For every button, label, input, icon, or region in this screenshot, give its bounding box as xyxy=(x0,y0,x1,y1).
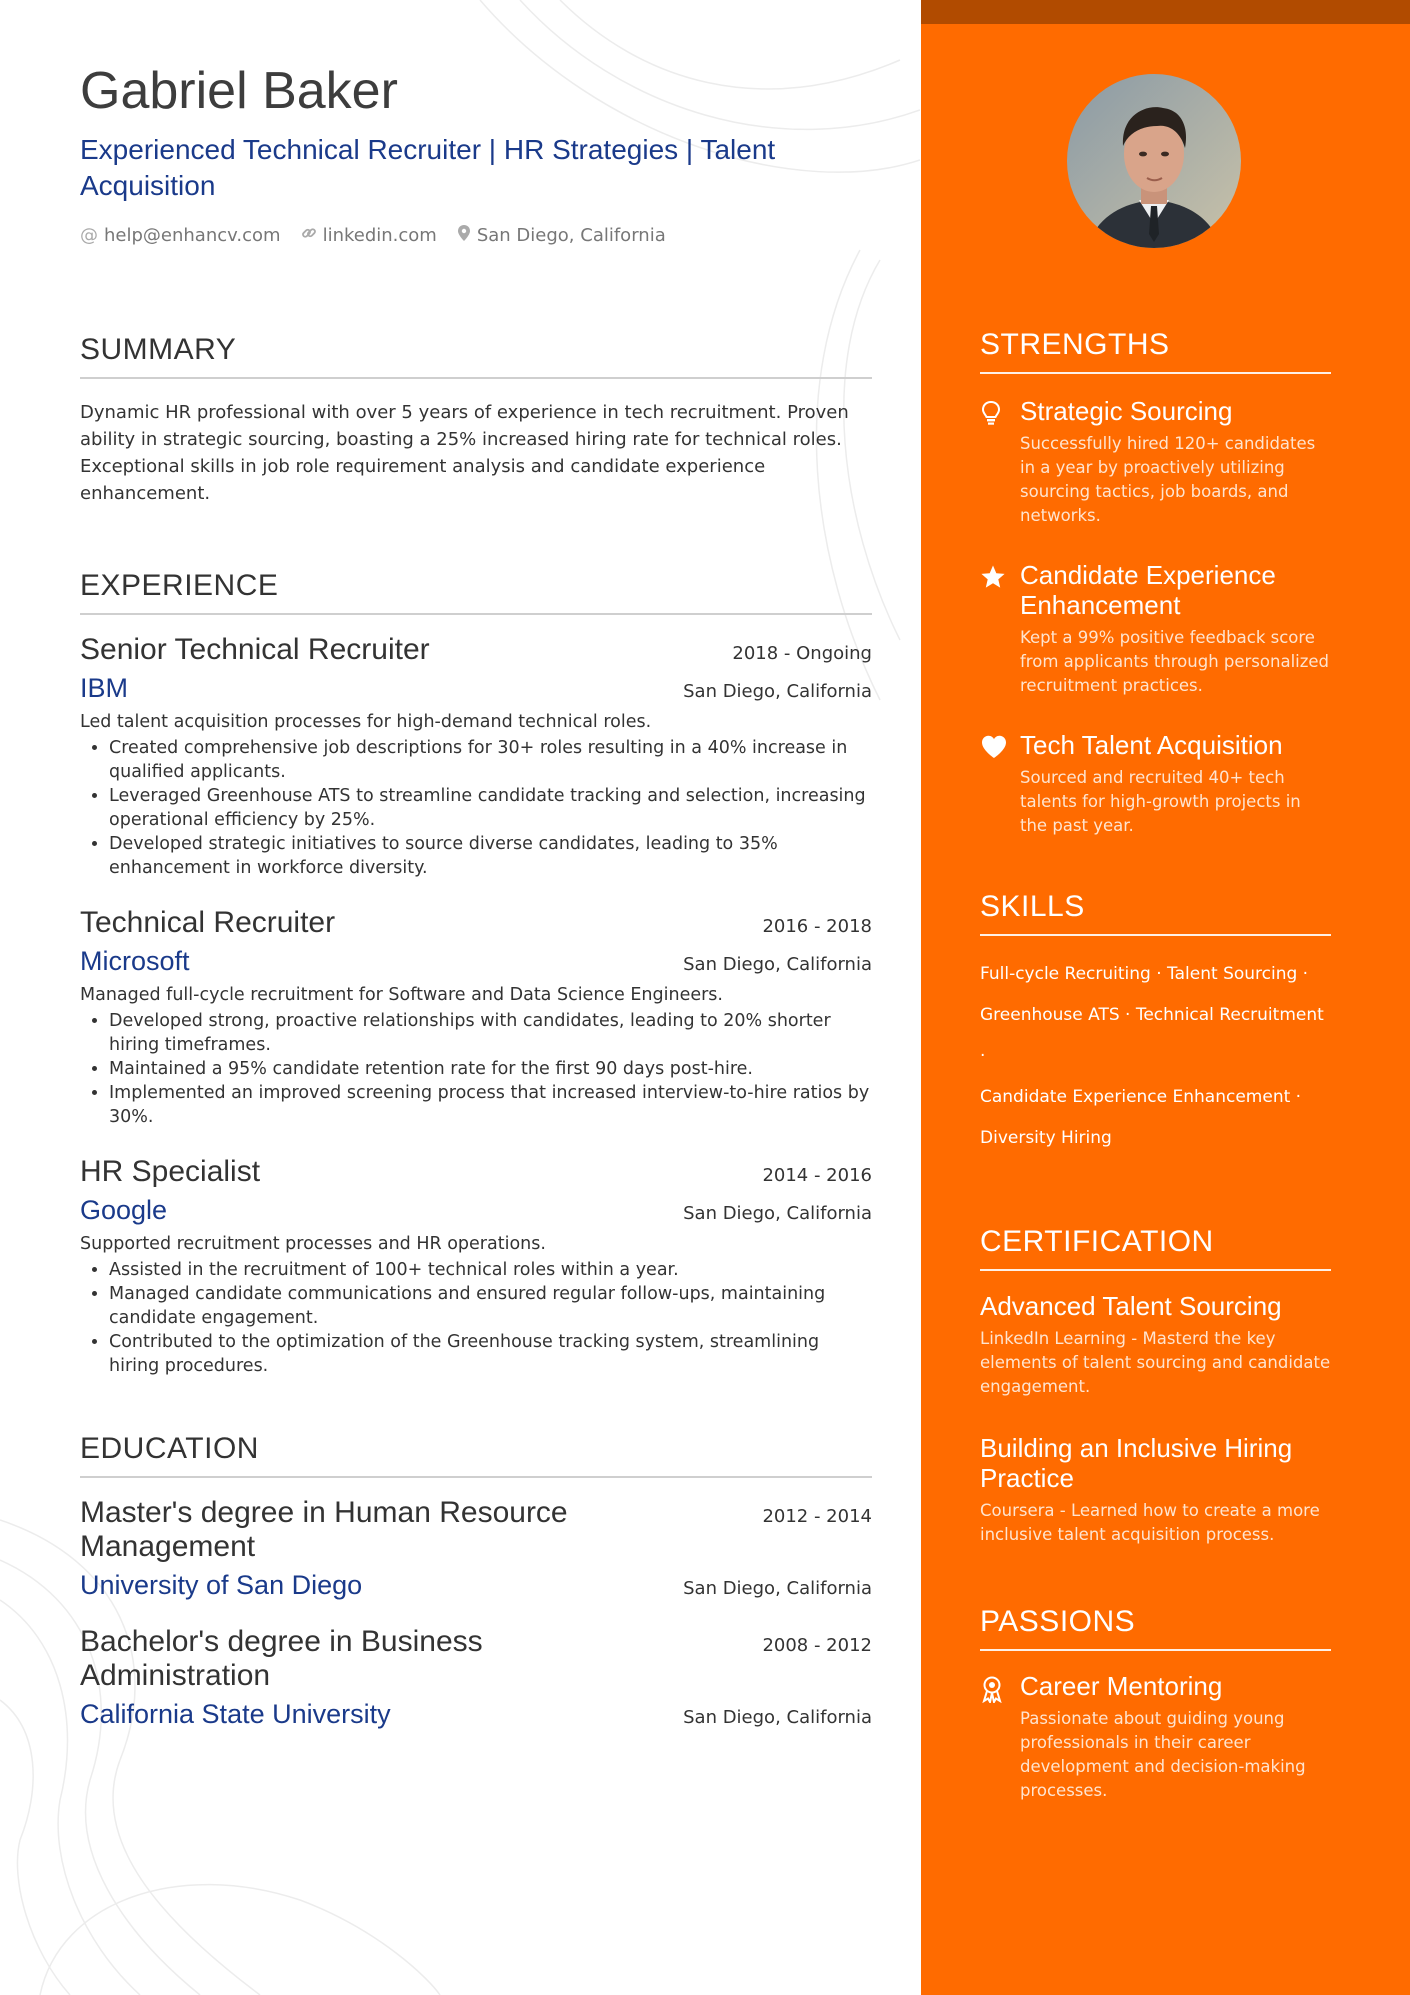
sidebar-top-band xyxy=(921,0,1410,24)
skills-line: Candidate Experience Enhancement · xyxy=(980,1087,1302,1107)
contact-linkedin[interactable] xyxy=(301,225,437,246)
headline: Experienced Technical Recruiter | HR Strategies | Talent Acquisition xyxy=(80,133,776,201)
education-dates: 2008 - 2012 xyxy=(762,1634,872,1656)
strength-description: Kept a 99% positive feedback score from applicants through personalized recruitment practices. xyxy=(1020,628,1330,695)
job-company: IBM xyxy=(80,672,129,703)
education-degree: Bachelor's degree in Business Administration xyxy=(80,1624,483,1692)
job-bullet: • Assisted in the recruitment of 100+ technical roles within a year. xyxy=(109,1258,872,1282)
education-section xyxy=(80,1432,872,1730)
education-location: San Diego, California xyxy=(683,1577,872,1599)
job-bullets xyxy=(80,1009,872,1129)
summary-divider xyxy=(80,377,872,379)
job-company: Google xyxy=(80,1194,168,1225)
skills-section xyxy=(980,890,1331,1159)
job-bullet: • Developed strategic initiatives to source diverse candidates, leading to 35% enhancement in workforce diversity. xyxy=(109,832,872,880)
heart-icon xyxy=(980,730,1006,838)
strength-description: Successfully hired 120+ candidates in a year by proactively utilizing sourcing tactics, job boards, and networks. xyxy=(1020,434,1316,525)
job-bullets xyxy=(80,736,872,880)
job-description: Supported recruitment processes and HR operations. xyxy=(80,1233,546,1254)
job-bullets xyxy=(80,1258,872,1378)
experience-divider xyxy=(80,613,872,615)
job-dates: 2016 - 2018 xyxy=(762,915,872,937)
skills-title: SKILLS xyxy=(980,890,1085,923)
contact-location xyxy=(457,224,666,247)
strengths-section xyxy=(980,328,1331,838)
passions-section xyxy=(980,1605,1331,1803)
certification-name: Advanced Talent Sourcing xyxy=(980,1291,1282,1321)
sidebar xyxy=(921,0,1410,1995)
certification-item xyxy=(980,1291,1331,1399)
strength-item xyxy=(980,560,1331,698)
job-location: San Diego, California xyxy=(683,680,872,702)
job-location: San Diego, California xyxy=(683,1202,872,1224)
certification-item xyxy=(980,1433,1331,1547)
job-dates: 2018 - Ongoing xyxy=(732,642,872,664)
job-entry xyxy=(80,633,872,880)
job-entry xyxy=(80,906,872,1129)
job-bullet: • Implemented an improved screening process that increased interview-to-hire ratios by 30%. xyxy=(109,1081,872,1129)
job-role: Technical Recruiter xyxy=(80,905,336,939)
strengths-divider xyxy=(980,372,1331,374)
job-location: San Diego, California xyxy=(683,953,872,975)
passions-title: PASSIONS xyxy=(980,1605,1136,1638)
skills-divider xyxy=(980,934,1331,936)
strength-title: Tech Talent Acquisition xyxy=(1020,730,1283,760)
certification-divider xyxy=(980,1269,1331,1271)
job-bullet: • Leveraged Greenhouse ATS to streamline candidate tracking and selection, increasing operational efficiency by 25%. xyxy=(109,784,872,832)
strength-description: Sourced and recruited 40+ tech talents for high-growth projects in the past year. xyxy=(1020,768,1301,835)
education-school: California State University xyxy=(80,1698,391,1729)
passions-divider xyxy=(980,1649,1331,1651)
strengths-title: STRENGTHS xyxy=(980,328,1170,361)
job-role: Senior Technical Recruiter xyxy=(80,632,430,666)
education-title: EDUCATION xyxy=(80,1431,259,1465)
contact-email[interactable] xyxy=(80,225,281,246)
education-entry xyxy=(80,1625,872,1730)
experience-title: EXPERIENCE xyxy=(80,568,279,602)
strength-item xyxy=(980,396,1331,528)
job-description: Led talent acquisition processes for high-demand technical roles. xyxy=(80,711,652,732)
profile-photo xyxy=(1067,74,1241,248)
job-role: HR Specialist xyxy=(80,1154,261,1188)
summary-title: SUMMARY xyxy=(80,332,237,366)
link-icon xyxy=(301,225,317,246)
experience-section xyxy=(80,569,872,1378)
education-degree: Master's degree in Human Resource Management xyxy=(80,1495,568,1563)
job-description: Managed full-cycle recruitment for Software and Data Science Engineers. xyxy=(80,984,723,1005)
strength-title: Strategic Sourcing xyxy=(1020,396,1233,426)
star-icon xyxy=(980,560,1006,698)
job-bullet: • Managed candidate communications and ensured regular follow-ups, maintaining candidate engagement. xyxy=(109,1282,872,1330)
strength-item xyxy=(980,730,1331,838)
contact-email-text: help@enhancv.com xyxy=(104,224,281,246)
skills-line: Greenhouse ATS · Technical Recruitment · xyxy=(980,1005,1324,1066)
job-entry xyxy=(80,1155,872,1378)
job-bullet: • Created comprehensive job descriptions for 30+ roles resulting in a 40% increase in qualified applicants. xyxy=(109,736,872,784)
contact-location-text: San Diego, California xyxy=(476,224,666,246)
education-location: San Diego, California xyxy=(683,1706,872,1728)
passion-item xyxy=(980,1671,1331,1803)
education-divider xyxy=(80,1476,872,1478)
candidate-name: Gabriel Baker xyxy=(80,62,398,120)
job-dates: 2014 - 2016 xyxy=(762,1164,872,1186)
certification-name: Building an Inclusive Hiring Practice xyxy=(980,1433,1293,1493)
lightbulb-icon xyxy=(980,396,1006,528)
passion-title: Career Mentoring xyxy=(1020,1671,1223,1701)
education-school: University of San Diego xyxy=(80,1569,363,1600)
job-bullet: • Developed strong, proactive relationships with candidates, leading to 20% shorter hiring timeframes. xyxy=(109,1009,872,1057)
main-column xyxy=(80,62,872,1730)
location-pin-icon xyxy=(457,224,471,247)
strength-title: Candidate Experience Enhancement xyxy=(1020,560,1276,620)
passion-description: Passionate about guiding young professionals in their career development and decision-making processes. xyxy=(1020,1709,1306,1800)
job-bullet: • Maintained a 95% candidate retention rate for the first 90 days post-hire. xyxy=(109,1057,872,1081)
summary-text: Dynamic HR professional with over 5 years of experience in tech recruitment. Proven ability in strategic sourcing, boasting a 25% increased hiring rate for technical roles. Exceptional skills in job role requirement analysis and candidate experience enhancement. xyxy=(80,401,849,504)
skills-list xyxy=(980,954,1331,1159)
at-icon: @ xyxy=(80,224,98,246)
sidebar-content xyxy=(980,328,1331,1845)
education-entry xyxy=(80,1496,872,1601)
education-dates: 2012 - 2014 xyxy=(762,1505,872,1527)
certification-title: CERTIFICATION xyxy=(980,1225,1214,1258)
certification-section xyxy=(980,1225,1331,1547)
certification-description: LinkedIn Learning - Masterd the key elements of talent sourcing and candidate engagement. xyxy=(980,1329,1331,1396)
contact-linkedin-text: linkedin.com xyxy=(322,224,437,246)
summary-section xyxy=(80,333,872,507)
skills-line: Diversity Hiring xyxy=(980,1128,1112,1148)
job-bullet: • Contributed to the optimization of the Greenhouse tracking system, streamlining hiring procedures. xyxy=(109,1330,872,1378)
certification-description: Coursera - Learned how to create a more inclusive talent acquisition process. xyxy=(980,1501,1320,1544)
job-company: Microsoft xyxy=(80,945,190,976)
award-icon xyxy=(980,1671,1006,1803)
contact-bar xyxy=(80,224,872,247)
skills-line: Full-cycle Recruiting · Talent Sourcing · xyxy=(980,964,1309,984)
